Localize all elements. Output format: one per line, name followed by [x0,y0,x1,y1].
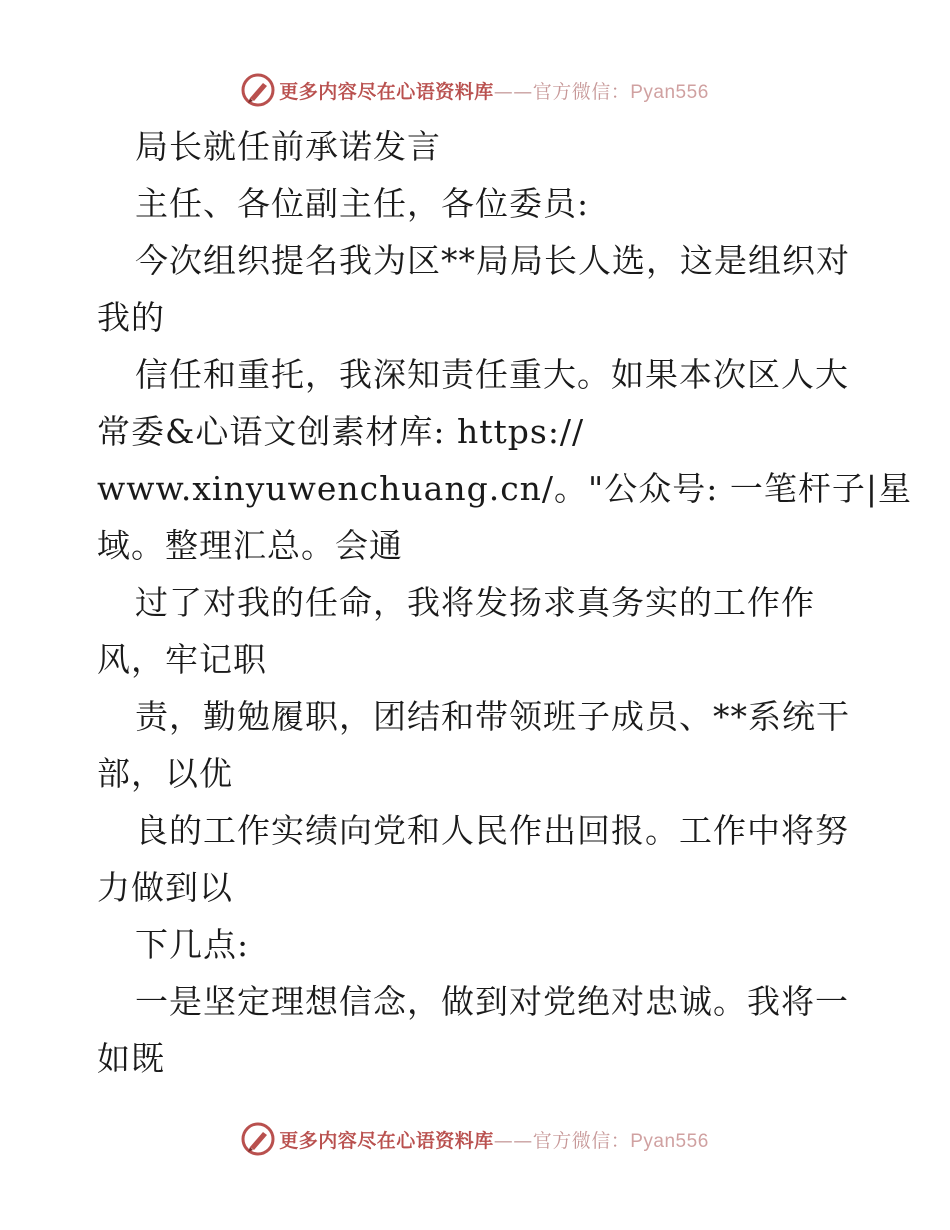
paragraph-line: 如既 [97,1039,165,1078]
paragraph-line: 域。整理汇总。会通 [97,526,403,565]
paragraph-line: 风，牢记职 [97,640,267,679]
banner-title: 更多内容尽在心语资料库 [279,80,494,103]
paragraph-line: 责，勤勉履职，团结和带领班子成员、**系统干 [135,697,850,736]
banner-wechat-id: Pyan556 [630,1130,709,1152]
paragraph-line: 今次组织提名我为区**局局长人选，这是组织对 [135,241,850,280]
paragraph-line: www.xinyuwenchuang.cn/。"公众号: 一笔杆子|星 [97,469,912,508]
paragraph-line: 信任和重托，我深知责任重大。如果本次区人大 [135,355,849,394]
document-body [97,118,912,1087]
banner-separator: —— [493,1129,533,1152]
banner-title: 更多内容尽在心语资料库 [279,1129,494,1152]
pen-logo-icon [241,73,275,107]
banner-wechat-label: 官方微信： [532,1129,631,1152]
paragraph-line: 部，以优 [97,754,233,793]
paragraph-line: 我的 [97,298,165,337]
paragraph-line: 过了对我的任命，我将发扬求真务实的工作作 [135,583,815,622]
salutation: 主任、各位副主任，各位委员: [135,184,590,223]
document-title: 局长就任前承诺发言 [135,127,441,166]
banner-separator: —— [493,80,533,103]
paragraph-line: 一是坚定理想信念，做到对党绝对忠诚。我将一 [135,982,849,1021]
banner-wechat-label: 官方微信： [532,80,631,103]
banner-text [279,77,709,104]
paragraph-line: 良的工作实绩向党和人民作出回报。工作中将努 [135,811,849,850]
header-watermark-banner [0,68,950,112]
paragraph-line: 下几点: [135,925,250,964]
paragraph-line: 常委&心语文创素材库: https:// [97,412,585,451]
banner-wechat-id: Pyan556 [630,81,709,103]
footer-watermark-banner [0,1117,950,1161]
paragraph-line: 力做到以 [97,868,233,907]
banner-text [279,1126,709,1153]
pen-logo-icon [241,1122,275,1156]
